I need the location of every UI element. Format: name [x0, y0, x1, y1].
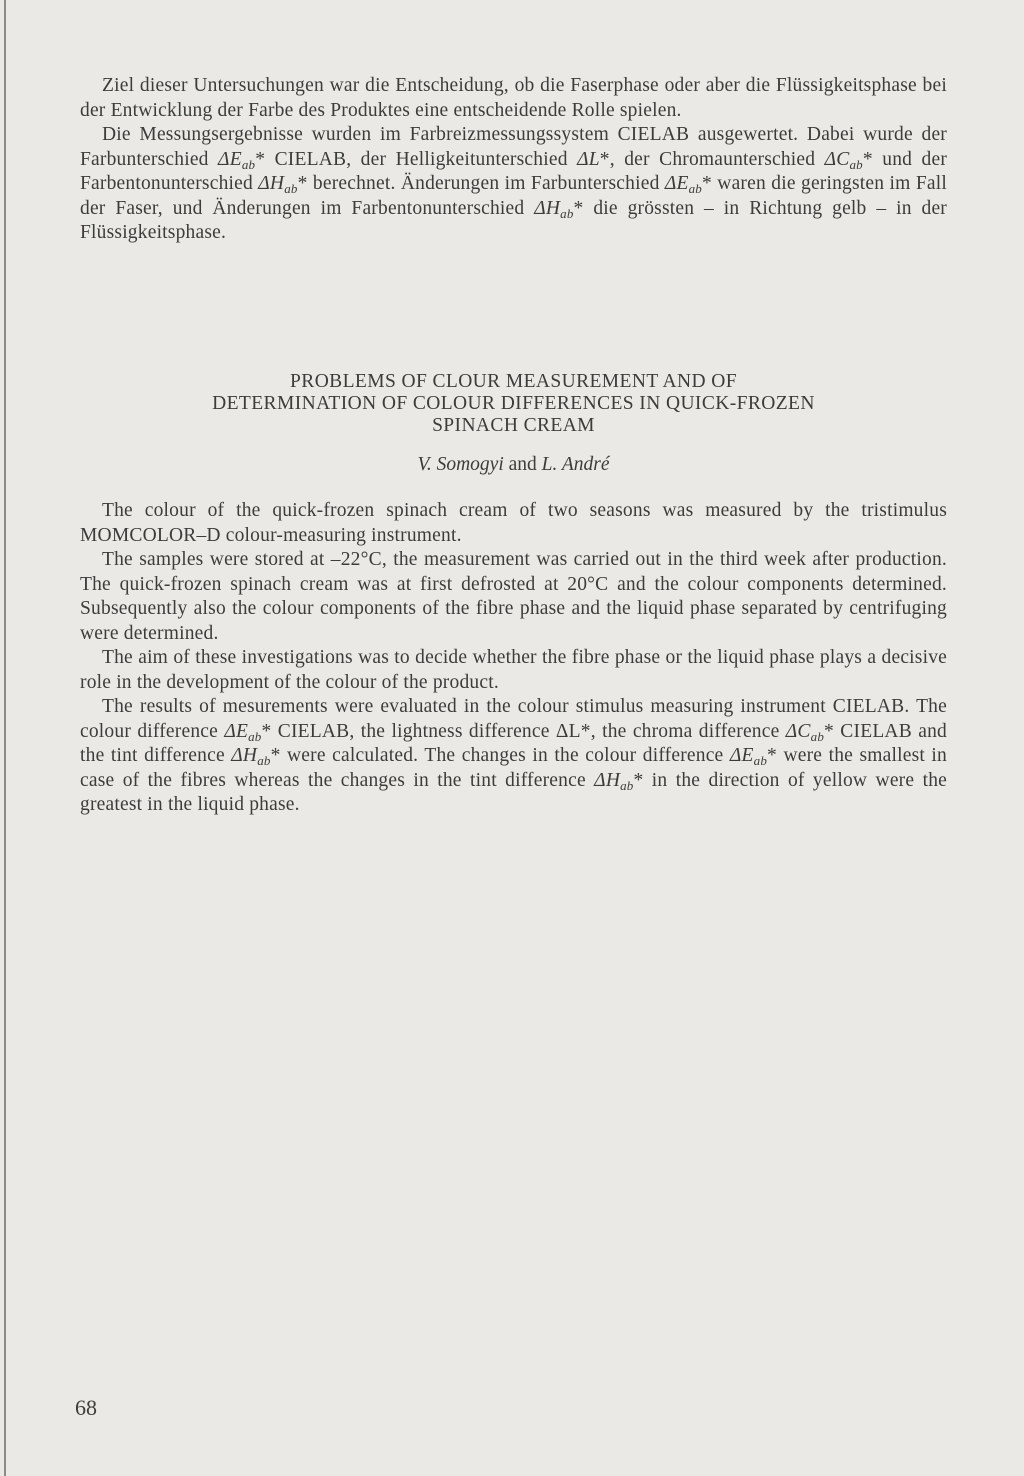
symbol-asterisk: * — [767, 745, 777, 766]
page-edge-rule — [4, 0, 6, 1476]
math-symbol — [224, 721, 271, 742]
text-run: The aim of these investigations was to decide whether the fibre phase or the liquid phase plays a decisive role in the development of the colour of the product. — [80, 647, 947, 693]
symbol-letter: ΔE — [218, 148, 242, 170]
text-run: The samples were stored at –22°C, the measurement was carried out in the third week after production. The quick-frozen spinach cream was at first defrosted at 20°C and the colour components determined. Subsequently also the colour components of the fibre phase and the liquid phase separated by centrifuging were determined. — [80, 549, 947, 644]
symbol-subscript — [257, 753, 270, 768]
symbol-letter: ΔC — [785, 720, 811, 742]
math-symbol — [594, 770, 643, 791]
math-symbol — [665, 173, 712, 194]
text-run: , der Chromaunterschied — [609, 148, 825, 170]
symbol-subscript — [849, 157, 862, 172]
symbol-subscript — [754, 753, 767, 768]
subscript-text: ab — [257, 753, 271, 768]
text-run: die grössten – in Richtung gelb – in der Flüssigkeitsphase. — [80, 197, 948, 243]
math-symbol — [730, 745, 777, 766]
symbol-subscript — [689, 181, 702, 196]
subscript-text: ab — [849, 156, 863, 172]
symbol-letter: ΔH — [258, 173, 285, 194]
authors-conjunction: and — [508, 454, 537, 475]
subscript-text: ab — [560, 205, 574, 221]
symbol-letter: ΔH — [594, 769, 621, 791]
text-run: CIELAB and the tint difference — [80, 720, 947, 766]
text-run: Ziel dieser Untersuchungen war die Entscheidung, ob die Faserphase oder aber die Flüssigkeitsphase bei der Entwicklung der Farbe des Produktes eine entscheidende Rolle spielen. — [80, 75, 947, 121]
math-symbol — [218, 149, 265, 170]
symbol-asterisk: * — [270, 745, 281, 766]
symbol-asterisk: * — [824, 720, 834, 742]
symbol-subscript — [242, 157, 255, 172]
text-run: und der Farbentonunterschied — [80, 148, 948, 194]
math-symbol — [786, 721, 834, 742]
english-paragraph — [80, 548, 947, 646]
text-run: waren die geringsten im Fall der Faser, und Änderungen im Farbentonunterschied — [80, 173, 947, 219]
math-symbol — [231, 745, 280, 766]
symbol-subscript — [248, 729, 261, 744]
text-run: The colour of the quick-frozen spinach cream of two seasons was measured by the tristimulus MOMCOLOR–D colour-measuring instrument. — [80, 500, 947, 546]
symbol-asterisk: * — [599, 148, 610, 170]
symbol-subscript — [284, 181, 297, 196]
text-run: were the smallest in case of the fibres whereas the changes in the tint difference — [80, 745, 947, 791]
subscript-text: ab — [753, 753, 768, 768]
symbol-letter: ΔE — [664, 173, 689, 194]
text-run: in the direction of yellow were the greatest in the liquid phase. — [80, 769, 947, 815]
math-symbol — [825, 149, 873, 170]
english-paragraph — [80, 695, 947, 818]
text-run: CIELAB, the lightness difference ΔL*, the chroma difference — [271, 720, 786, 742]
german-summary — [80, 74, 947, 246]
math-symbol — [534, 198, 583, 219]
text-run: The results of mesurements were evaluated in the colour stimulus measuring instrument CIELAB. The colour difference — [80, 696, 947, 742]
symbol-asterisk: * — [297, 173, 308, 194]
symbol-letter: ΔH — [534, 197, 561, 219]
text-run: were calculated. The changes in the colour difference — [280, 745, 730, 766]
english-summary — [80, 499, 947, 818]
symbol-letter: ΔL — [577, 148, 600, 170]
subscript-text: ab — [620, 777, 634, 793]
english-paragraph — [80, 646, 947, 695]
symbol-subscript — [811, 729, 824, 744]
subscript-text: ab — [284, 181, 298, 196]
article-title — [80, 371, 947, 437]
english-paragraph — [80, 499, 947, 548]
symbol-letter: ΔE — [224, 720, 249, 742]
german-paragraph — [80, 74, 947, 123]
author-1: V. Somogyi — [417, 454, 504, 475]
text-run: CIELAB, der Helligkeitunterschied — [265, 148, 578, 170]
symbol-subscript — [620, 778, 633, 793]
german-paragraph — [80, 123, 947, 246]
symbol-asterisk: * — [261, 720, 272, 742]
symbol-asterisk: * — [573, 197, 584, 219]
symbol-letter: ΔE — [729, 745, 754, 766]
symbol-letter: ΔH — [231, 745, 258, 766]
subscript-text: ab — [248, 728, 262, 744]
symbol-asterisk: * — [702, 173, 712, 194]
text-run: berechnet. Änderungen im Farbunterschied — [307, 173, 665, 194]
title-line-2: DETERMINATION OF COLOUR DIFFERENCES IN QUICK-FROZEN — [212, 393, 815, 414]
symbol-subscript — [560, 206, 573, 221]
math-symbol — [258, 173, 307, 194]
symbol-asterisk: * — [862, 148, 873, 170]
math-symbol — [577, 149, 610, 170]
subscript-text: ab — [810, 728, 825, 744]
article-authors — [80, 453, 947, 477]
symbol-letter: ΔC — [824, 148, 850, 170]
symbol-asterisk: * — [255, 148, 266, 170]
text-run: Die Messungsergebnisse wurden im Farbreizmessungssystem CIELAB ausgewertet. Dabei wurde der Farbunterschied — [80, 124, 947, 170]
page-number: 68 — [75, 1395, 97, 1420]
subscript-text: ab — [688, 181, 703, 196]
author-2: L. André — [541, 454, 610, 475]
symbol-asterisk: * — [633, 769, 644, 791]
title-line-3: SPINACH CREAM — [432, 415, 595, 436]
subscript-text: ab — [241, 156, 256, 172]
title-line-1: PROBLEMS OF CLOUR MEASUREMENT AND OF — [290, 371, 737, 392]
